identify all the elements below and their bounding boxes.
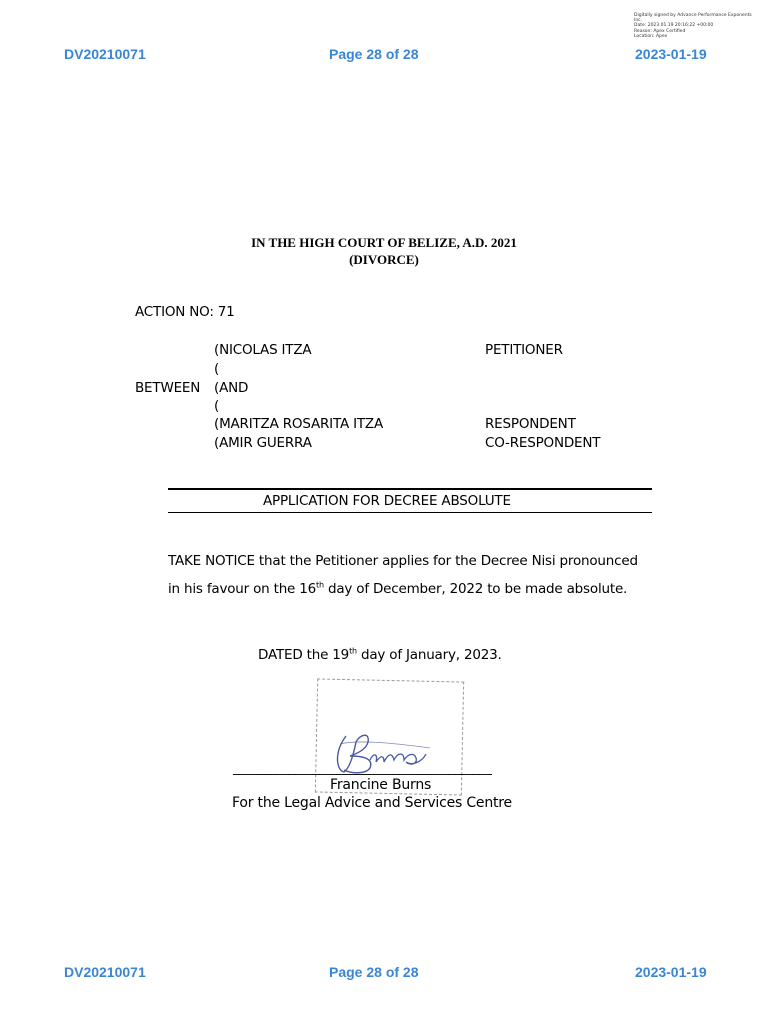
footer-case-id: DV20210071 <box>64 964 146 980</box>
party-role: CO-RESPONDENT <box>485 435 601 451</box>
party-bracket: (AMIR GUERRA <box>214 435 312 451</box>
notice-lead: TAKE NOTICE <box>168 553 255 569</box>
header-case-id: DV20210071 <box>64 46 146 62</box>
digital-signature-line: Reason: Apex Certified <box>634 28 686 34</box>
dated-ordinal: th <box>349 646 357 656</box>
digital-signature-line: Inc. <box>634 18 643 24</box>
notice-line-1 <box>168 553 638 569</box>
digital-signature-info <box>634 13 752 39</box>
notice-text: that the Petitioner applies for the Decree Nisi pronounced <box>254 553 638 569</box>
digital-signature-line: Digitally signed by Advance Performance Exponents <box>634 13 752 18</box>
title-rule-top <box>168 488 652 490</box>
court-title: IN THE HIGH COURT OF BELIZE, A.D. 2021 <box>251 235 517 250</box>
footer-page-number: Page 28 of 28 <box>329 964 419 980</box>
dated-text: day of January, 2023. <box>356 647 502 663</box>
signature-line: __________________________________________ <box>233 760 492 776</box>
dated-text: the 19 <box>302 647 350 663</box>
court-subtitle: (DIVORCE) <box>349 252 419 267</box>
digital-signature-line: Location: Apex <box>634 33 668 39</box>
header-page-number: Page 28 of 28 <box>329 46 419 62</box>
party-bracket: (NICOLAS ITZA <box>214 342 312 358</box>
signatory-name: Francine Burns <box>330 777 432 793</box>
digital-signature-line: Date: 2023.01.19 20:16:22 +00:00 <box>634 23 714 29</box>
footer-date: 2023-01-19 <box>635 964 707 980</box>
party-role: RESPONDENT <box>485 416 576 432</box>
party-bracket: ( <box>214 361 220 377</box>
party-bracket: (AND <box>214 380 249 396</box>
between-label: BETWEEN <box>135 380 201 396</box>
notice-line-2 <box>168 581 627 597</box>
notice-text: day of December, 2022 to be made absolute. <box>323 581 628 597</box>
party-bracket: (MARITZA ROSARITA ITZA <box>214 416 383 432</box>
dated-lead: DATED <box>258 647 303 663</box>
notice-ordinal: th <box>316 580 324 590</box>
title-rule-bottom <box>168 512 652 513</box>
party-role: PETITIONER <box>485 342 563 358</box>
action-number: ACTION NO: 71 <box>135 304 235 320</box>
party-bracket: ( <box>214 398 220 414</box>
dated-line <box>258 647 502 663</box>
signatory-organization: For the Legal Advice and Services Centre <box>232 795 512 811</box>
notice-text: in his favour on the 16 <box>168 581 317 597</box>
application-title: APPLICATION FOR DECREE ABSOLUTE <box>263 493 511 509</box>
header-date: 2023-01-19 <box>635 46 707 62</box>
